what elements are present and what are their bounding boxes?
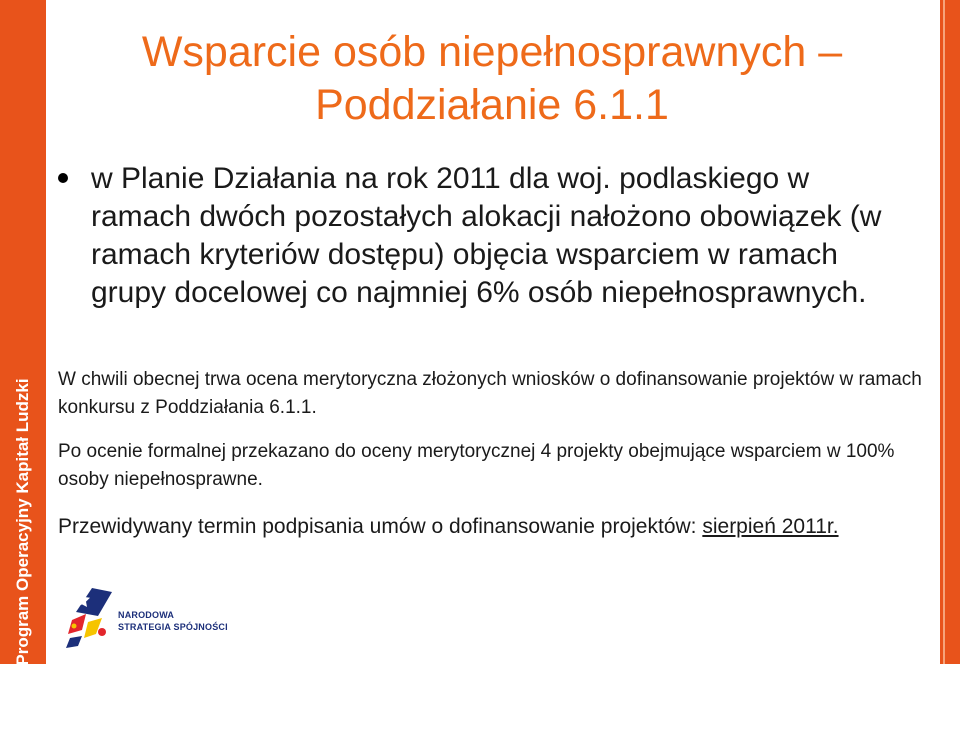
narodowa-strategia-spojnosci-logo xyxy=(62,582,232,652)
logo-text xyxy=(118,609,228,633)
signing-date-paragraph xyxy=(58,512,928,541)
slide-title xyxy=(82,26,902,132)
right-edge-bar xyxy=(940,0,960,664)
star-flag-emblem-icon xyxy=(62,582,118,650)
slide-title-line-1: Wsparcie osób niepełnosprawnych – xyxy=(141,28,843,76)
program-name-vertical: Program Operacyjny Kapitał Ludzki xyxy=(13,378,32,666)
evaluation-status-paragraph: W chwili obecnej trwa ocena merytoryczna złożonych wniosków o dofinansowanie projektów w ramach konkursu z Poddziałania 6.1.1. xyxy=(58,369,922,418)
logo-line-2: STRATEGIA SPÓJNOŚCI xyxy=(118,622,228,632)
left-sidebar-bar xyxy=(0,0,46,664)
logo-line-1: NARODOWA xyxy=(118,610,175,620)
signing-date-text: Przewidywany termin podpisania umów o dofinansowanie projektów: xyxy=(58,515,703,538)
signing-date-value: sierpień 2011r. xyxy=(702,515,839,538)
right-edge-highlight-line xyxy=(943,0,945,664)
slide-title-line-2: Poddziałanie 6.1.1 xyxy=(315,81,669,129)
bullet-text: w Planie Działania na rok 2011 dla woj. podlaskiego w ramach dwóch pozostałych alokacji nałożono obowiązek (w ramach kryteriów dostępu) objęcia wsparciem w ramach grupy docelowej co najmniej 6% osób niepełnosprawnych. xyxy=(91,162,882,309)
bullet-dot-icon xyxy=(58,173,68,183)
formal-evaluation-paragraph: Po ocenie formalnej przekazano do oceny merytorycznej 4 projekty obejmujące wsparciem w 100% osoby niepełnosprawne. xyxy=(58,441,895,490)
